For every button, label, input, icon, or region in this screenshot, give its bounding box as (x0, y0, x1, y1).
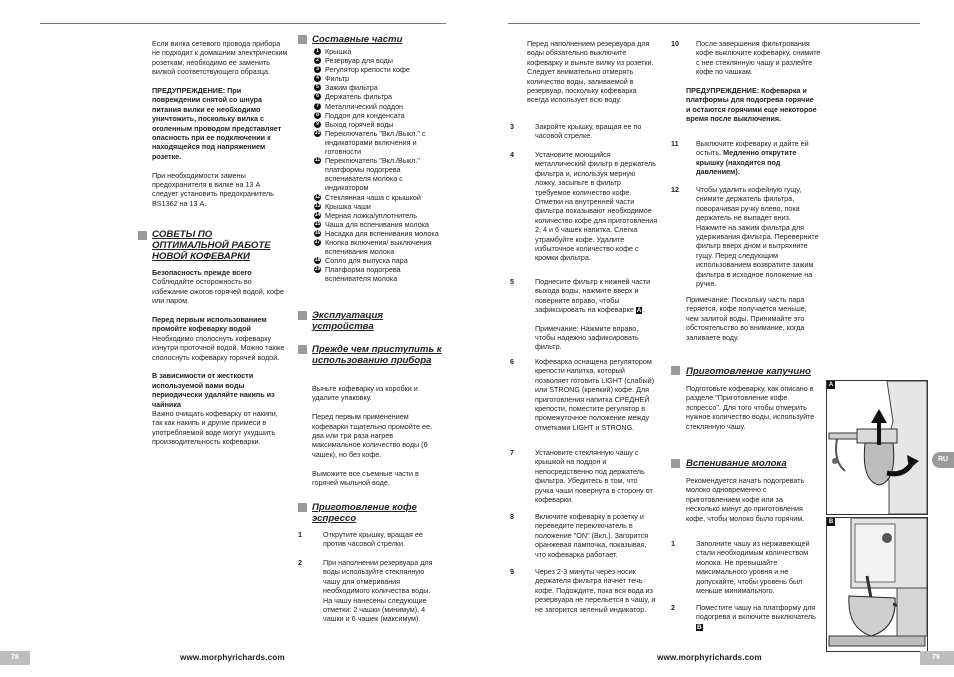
part-item (314, 92, 444, 101)
tip-text: Соблюдайте осторожность во избежание ожогов горячей водой, кофе или паром. (152, 277, 284, 306)
step-text-bold: Медленно открутите крышку (находится под давлением). (696, 148, 797, 177)
step-text: Установите моющийся металлический фильтр в держатель фильтра и, используя мерную ложку, засыпьте в фильтр требуемое количество кофе. Отметки на внутренней части фильтра показывают необходимое количество кофе для приготовления 2, 4 и 6 чашек напитка. Слегка утрамбуйте кофе. Удалите избыточное количество кофе с кромки фильтра. (535, 150, 658, 263)
step-text: Поднесите фильтр к нижней части выхода воды, нажмите вверх и поверните вправо, чтобы зафиксировать на кофеварке A. (535, 277, 651, 315)
part-number-badge: 1 (314, 48, 321, 55)
tip-title: Безопасность прежде всего (152, 268, 252, 277)
step-number: 9 (510, 567, 514, 576)
part-item (314, 211, 444, 220)
step-4 (510, 150, 658, 263)
step-number: 1 (671, 539, 675, 548)
cappuccino-heading: Приготовление капучино (686, 366, 811, 377)
part-number-badge: 10 (314, 129, 321, 136)
water-intro: Перед наполнением резервуара для воды обязательно выключите кофеварку и выньте вилку из розетки. Следует внимательно отмерять количество воды, заливаемой в резервуар, поскольку кофеварка всегда использует всю воду. (527, 39, 654, 105)
part-item (314, 202, 444, 211)
figure-ref-a: A (636, 307, 642, 315)
part-label: Чаша для вспенивания молока (325, 219, 429, 229)
before-use-text (312, 384, 440, 497)
part-item (314, 129, 444, 156)
part-item (314, 193, 444, 202)
before-use-heading: Прежде чем приступить к использованию прибора (312, 344, 442, 366)
part-label: Зажим фильтра (325, 83, 378, 93)
step-number: 10 (671, 39, 679, 48)
tip-title: В зависимости от жесткости используемой вами воды периодически удаляйте накипь из чайника (152, 371, 275, 409)
part-item (314, 238, 444, 256)
tips-heading: СОВЕТЫ ПО ОПТИМАЛЬНОЙ РАБОТЕ НОВОЙ КОФЕВАРКИ (152, 229, 271, 262)
part-number-badge: 16 (314, 229, 321, 236)
part-item (314, 47, 444, 56)
part-number-badge: 8 (314, 112, 321, 119)
part-label: Крышка (325, 47, 352, 56)
part-item (314, 83, 444, 92)
step-11 (671, 139, 821, 177)
step-3 (510, 122, 658, 141)
step-6 (510, 357, 658, 432)
part-label: Резервуар для воды (325, 56, 393, 66)
froth-text: Рекомендуется начать подогревать молоко одновременно с приготовлением кофе или за несколько минут до приготовления кофе, чтобы молоко было горячим. (686, 476, 805, 523)
step-number: 12 (671, 185, 679, 194)
step-text: Через 2-3 минуты через носик держателя фильтра начнет течь кофе. Подождите, пока вся вода из резервуара не перельется в чашу, и не загорится зеленый индикатор. (535, 567, 656, 614)
website-right: www.morphyrichards.com (657, 653, 762, 662)
heading-marker (138, 231, 147, 240)
step-number: 7 (510, 448, 514, 457)
part-number-badge: 17 (314, 238, 321, 245)
part-label: Мерная ложка/уплотнитель (325, 210, 417, 220)
figure-a (826, 380, 928, 515)
top-rule-right (508, 23, 920, 24)
part-label: Держатель фильтра (325, 92, 393, 102)
part-label: Переключатель "Вкл./Выкл." с индикаторами включения и готовности (325, 128, 426, 157)
tip-text: Важно очищать кофеварку от накипи, так как накипь и другие примеси в употребляемой воде могут ухудшить производительность кофеварки. (152, 409, 278, 447)
step-10 (671, 39, 821, 77)
paragraph: При необходимости замены предохранителя в вилке на 13 А следует установить предохранитель BS1362 на 13 А. (152, 170, 274, 208)
paragraph: Если вилка сетевого провода прибора не подходит к домашним электрическим розеткам, необходимо ее заменить вилкой соответствующего образца. (152, 39, 288, 77)
part-number-badge: 4 (314, 75, 321, 82)
step-text: Закройте крышку, вращая ее по часовой стрелке. (535, 122, 642, 141)
part-number-badge: 9 (314, 121, 321, 128)
warning-text: ПРЕДУПРЕЖДЕНИЕ: При повреждении снятой со шнура питания вилки ее необходимо уничтожить, поскольку вилка с оголенным проводом представляет опасность при ее подключении к находящейся под напряжением розетке. (152, 86, 282, 161)
part-number-badge: 18 (314, 257, 321, 264)
part-label: Переключатель "Вкл./Выкл." платформы подогрева вспенивателя молока с индикатором (325, 156, 420, 193)
paragraph: Перед первым применением кофеварки тщательно промойте ее, два или три раза нагрев максимальное количество воды (6 чашек), но без кофе. (312, 412, 432, 459)
part-label: Фильтр (325, 74, 350, 84)
step-number: 2 (298, 558, 302, 567)
part-number-badge: 13 (314, 202, 321, 209)
step-text-body: Выключите кофеварку и дайте ей остыть. (696, 139, 809, 158)
part-label: Насадка для вспенивания молока (325, 228, 439, 238)
part-label: Крышка чаши (325, 201, 371, 211)
part-item (314, 220, 444, 229)
froth-heading: Вспенивание молока (686, 458, 787, 469)
language-tab: RU (932, 452, 954, 468)
part-number-badge: 6 (314, 93, 321, 100)
figure-b (826, 517, 928, 652)
parts-heading: Составные части (312, 34, 403, 45)
step-text-body: Поднесите фильтр к нижней части выхода воды, нажмите вверх и поверните вправо, чтобы зафиксировать на кофеварке (535, 277, 651, 315)
tips-list (152, 268, 288, 456)
heading-marker (298, 35, 307, 44)
step-2 (298, 558, 440, 624)
step-8 (510, 512, 658, 559)
part-number-badge: 15 (314, 220, 321, 227)
cappuccino-text: Подготовьте кофеварку, как описано в разделе "Приготовление кофе эспрессо". Для того чтобы отмерить нужное количество воды, используйте стеклянную чашу. (686, 384, 815, 431)
part-item (314, 102, 444, 111)
page-number-left: 78 (11, 654, 19, 661)
espresso-heading: Приготовление кофе эспрессо (312, 502, 417, 524)
step-text: Чтобы удалить кофейную гущу, снимите держатель фильтра, поворачивая ручку влево, пока держатель не выпадет вниз. Нажмите на зажим фильтра для удерживания фильтра. Переверните фильтр вверх дном и вытряхните гущу. Перед следующим использованием возвратите зажим фильтра в исходное положение на ручке. (696, 185, 819, 289)
step-text: Установите стеклянную чашу с крышкой на поддон и непосредственно под держатель фильтра. Убедитесь в том, что ручка чаши повернута в сторону от кофеварки. (535, 448, 653, 505)
step-text-body: Поместите чашу на платформу для подогрева и включите выключатель (696, 603, 816, 622)
step-text: Включите кофеварку в розетку и переведите переключатель в положение "ON" (Вкл.). Загорится оранжевая лампочка, показывая, что кофеварка работает. (535, 512, 649, 559)
step-number: 8 (510, 512, 514, 521)
step-number: 6 (510, 357, 514, 366)
step-1 (298, 530, 440, 549)
step-number: 4 (510, 150, 514, 159)
part-number-badge: 12 (314, 193, 321, 200)
heading-marker (298, 345, 307, 354)
step-text: Заполните чашу из нержавеющей стали необходимым количеством молока. Не превышайте максимального уровня и не допускайте, чтобы уровень был меньше минимального. (696, 539, 810, 596)
step-number: 11 (671, 139, 679, 148)
step-note: Примечание: Нажмите вправо, чтобы надежно зафиксировать фильтр. (535, 323, 639, 352)
warning-text: ПРЕДУПРЕЖДЕНИЕ: Кофеварка и платформы для подогрева горячие и остаются горячими еще некоторое время после выключения. (686, 86, 817, 124)
step-text (696, 139, 821, 177)
part-label: Металлический поддон (325, 101, 404, 111)
filter-holder-illustration (827, 381, 927, 514)
step-12 (671, 185, 821, 288)
part-item (314, 120, 444, 129)
heading-marker (298, 503, 307, 512)
part-number-badge: 11 (314, 157, 321, 164)
note-text: Примечание: Поскольку часть пара теряется, кофе получается меньше, чем залитой воды. Принимайте это обстоятельство во внимание, когда заливаете воду. (686, 295, 807, 342)
part-label: Выход горячей воды (325, 119, 394, 129)
part-item (314, 65, 444, 74)
step-9 (510, 567, 658, 614)
part-label: Стеклянная чаша с крышкой (325, 192, 421, 202)
step-text: После завершения фильтрования кофе выключите кофеварку, снимите с нее стеклянную чашу и разлейте кофе по чашкам. (696, 39, 821, 77)
step-text: При наполнении резервуара для воды используйте стеклянную чашу для отмеривания необходимого количества воды. На чашу нанесены следующие отметки: 2 чашки (минимум), 4 чашки и 6 чашек (максимум). (323, 558, 433, 624)
figure-label: B (828, 519, 834, 525)
part-label: Кнопка включения/ выключения вспенивания молока (325, 237, 432, 257)
part-item (314, 256, 444, 265)
step-number: 2 (671, 603, 675, 612)
part-number-badge: 7 (314, 103, 321, 110)
heading-marker (671, 459, 680, 468)
paragraph: Выньте кофеварку из коробки и удалите упаковку. (312, 384, 418, 403)
step-text: Открутите крышку, вращая ее против часовой стрелки. (323, 530, 423, 549)
part-item (314, 229, 444, 238)
left-column-1 (152, 39, 288, 218)
step-7 (510, 448, 658, 504)
operation-heading: Эксплуатация устройства (312, 310, 384, 332)
part-label: Сопло для выпуска пара (325, 256, 408, 266)
top-rule-left (40, 23, 446, 24)
part-item (314, 156, 444, 192)
step-number: 1 (298, 530, 302, 539)
heading-marker (298, 311, 307, 320)
step-number: 5 (510, 277, 514, 286)
froth-step-1 (671, 539, 821, 595)
step-text: Кофеварка оснащена регулятором крепости напитка, который позволяет готовить LIGHT (слабый) или STRONG (крепкий) кофе. Для приготовления напитка СРЕДНЕЙ крепости, поместите регулятор в промежуточное положение между отметками LIGHT и STRONG. (535, 357, 655, 432)
part-number-badge: 2 (314, 57, 321, 64)
part-item (314, 265, 444, 283)
tip-title: Перед первым использованием промойте кофеварку водой (152, 315, 267, 334)
paragraph: Выможите все съемные части в горячей мыльной воде. (312, 468, 419, 488)
step-5 (510, 277, 658, 352)
part-item (314, 56, 444, 65)
part-label: Поддон для конденсата (325, 110, 405, 120)
part-number-badge: 19 (314, 266, 321, 273)
website-left: www.morphyrichards.com (180, 653, 285, 662)
part-number-badge: 14 (314, 211, 321, 218)
part-label: Платформа подогрева вспенивателя молока (325, 265, 401, 284)
part-item (314, 74, 444, 83)
figure-label: A (828, 382, 834, 388)
froth-step-2 (671, 603, 821, 631)
page-number-right: 79 (932, 654, 940, 661)
parts-list (314, 47, 444, 283)
heading-marker (671, 366, 680, 375)
part-number-badge: 5 (314, 84, 321, 91)
step-text: Поместите чашу на платформу для подогрева и включите выключатель B. (696, 603, 816, 631)
figure-ref-b: B (697, 623, 702, 631)
step-number: 3 (510, 122, 514, 131)
part-number-badge: 3 (314, 66, 321, 73)
part-item (314, 111, 444, 120)
part-label: Регулятор крепости кофе (325, 65, 410, 75)
tip-text: Необходимо сполоснуть кофеварку изнутри проточной водой. Можно также сполоснуть кофеварку горячей водой. (152, 333, 285, 362)
milk-frother-illustration (827, 518, 927, 651)
